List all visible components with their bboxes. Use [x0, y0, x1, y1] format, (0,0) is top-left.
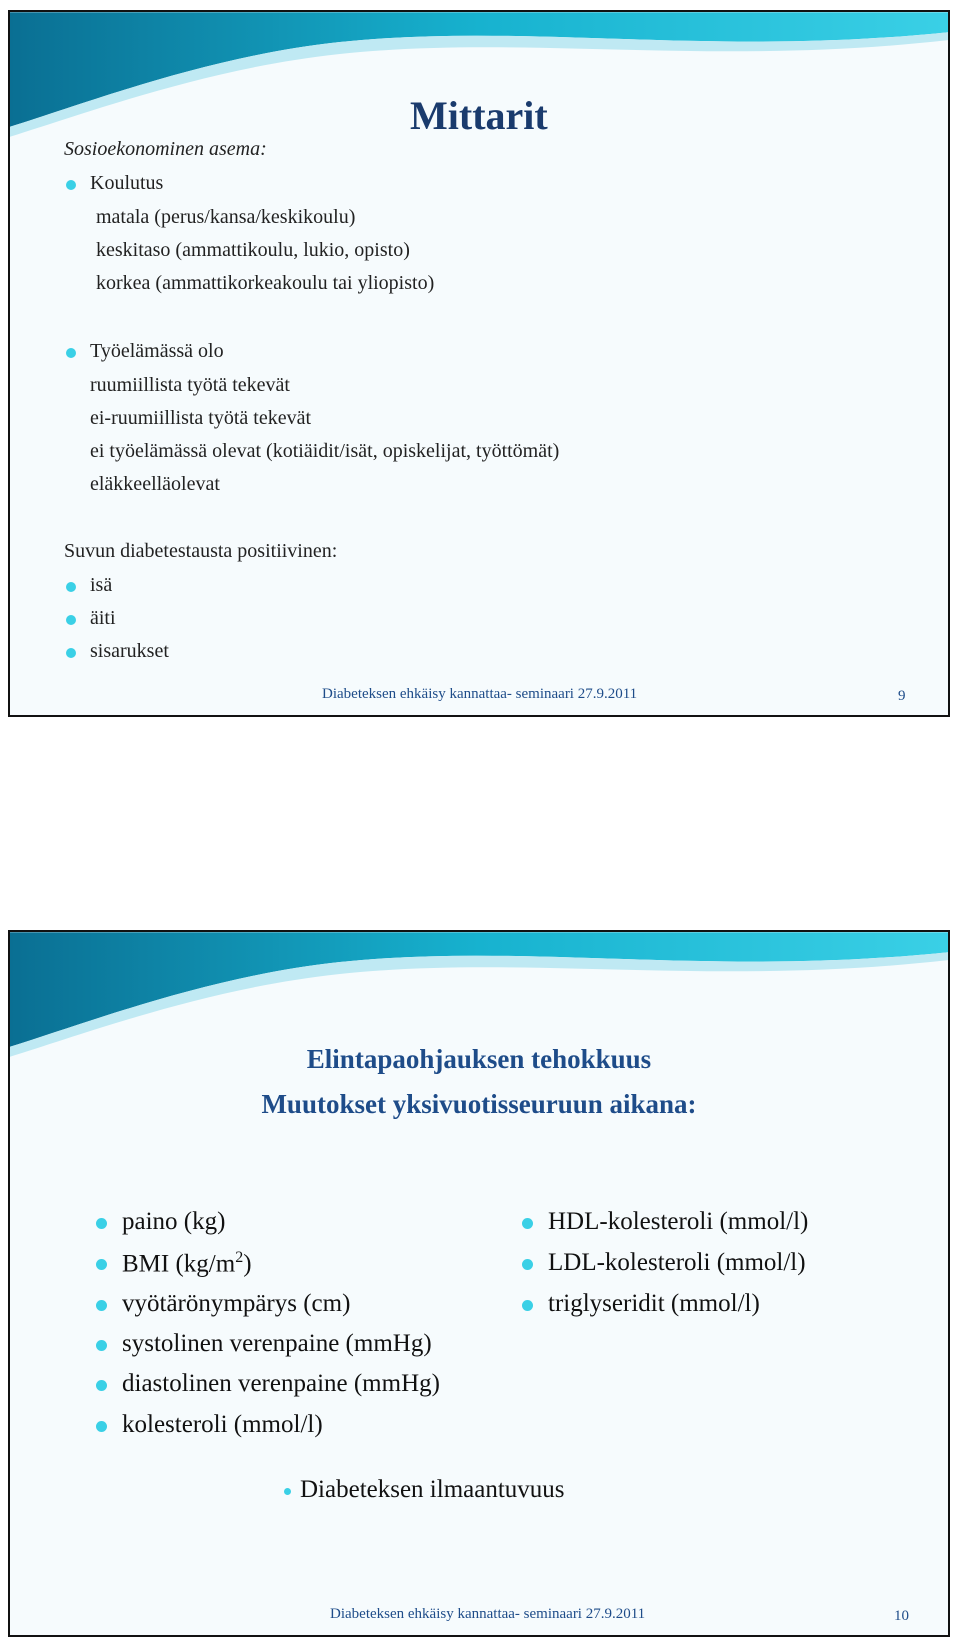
header-wave-decoration [10, 932, 948, 1062]
slide-footer: Diabeteksen ehkäisy kannattaa- seminaari 27.9.2011 [322, 686, 638, 702]
slide-footer: Diabeteksen ehkäisy kannattaa- seminaari 27.9.2011 [330, 1606, 646, 1622]
measure-item-bmi [122, 1249, 252, 1278]
family-heading: Suvun diabetestausta positiivinen: [64, 540, 338, 562]
measure-item: HDL-kolesteroli (mmol/l) [548, 1208, 809, 1235]
education-item: matala (perus/kansa/keskikoulu) [96, 206, 356, 228]
slide-title: Elintapaohjauksen tehokkuus [306, 1044, 652, 1074]
measure-item: diastolinen verenpaine (mmHg) [122, 1370, 440, 1397]
outcome-item: Diabeteksen ilmaantuvuus [300, 1476, 565, 1503]
intro-label: Sosioekonominen asema: [64, 138, 267, 160]
education-heading: Koulutus [90, 172, 164, 194]
education-item: keskitaso (ammattikoulu, lukio, opisto) [96, 239, 410, 261]
work-item: ei työelämässä olevat (kotiäidit/isät, opiskelijat, työttömät) [90, 440, 560, 462]
measure-item: kolesteroli (mmol/l) [122, 1411, 323, 1438]
measure-item: triglyseridit (mmol/l) [548, 1290, 760, 1317]
education-item: korkea (ammattikorkeakoulu tai yliopisto) [96, 272, 435, 294]
measure-item: paino (kg) [122, 1208, 226, 1235]
family-item: äiti [90, 607, 116, 629]
work-heading: Työelämässä olo [90, 340, 224, 362]
bmi-label: BMI (kg/m [122, 1250, 236, 1278]
slide-subtitle: Muutokset yksivuotisseuruun aikana: [261, 1089, 697, 1119]
slide-9 [8, 10, 950, 717]
work-item: ruumiillista työtä tekevät [90, 374, 290, 396]
family-item: isä [90, 574, 113, 596]
slide-10 [8, 930, 950, 1637]
page-number: 9 [898, 688, 906, 704]
measure-item: LDL-kolesteroli (mmol/l) [548, 1249, 806, 1276]
bmi-close: ) [243, 1250, 252, 1278]
family-item: sisarukset [90, 640, 169, 662]
work-item: eläkkeelläolevat [90, 473, 220, 495]
slide-title: Mittarit [410, 93, 548, 138]
page-number: 10 [894, 1608, 909, 1624]
work-item: ei-ruumiillista työtä tekevät [90, 407, 312, 429]
bmi-superscript: 2 [235, 1249, 244, 1266]
measure-item: systolinen verenpaine (mmHg) [122, 1330, 432, 1357]
measure-item: vyötärönympärys (cm) [122, 1290, 351, 1317]
